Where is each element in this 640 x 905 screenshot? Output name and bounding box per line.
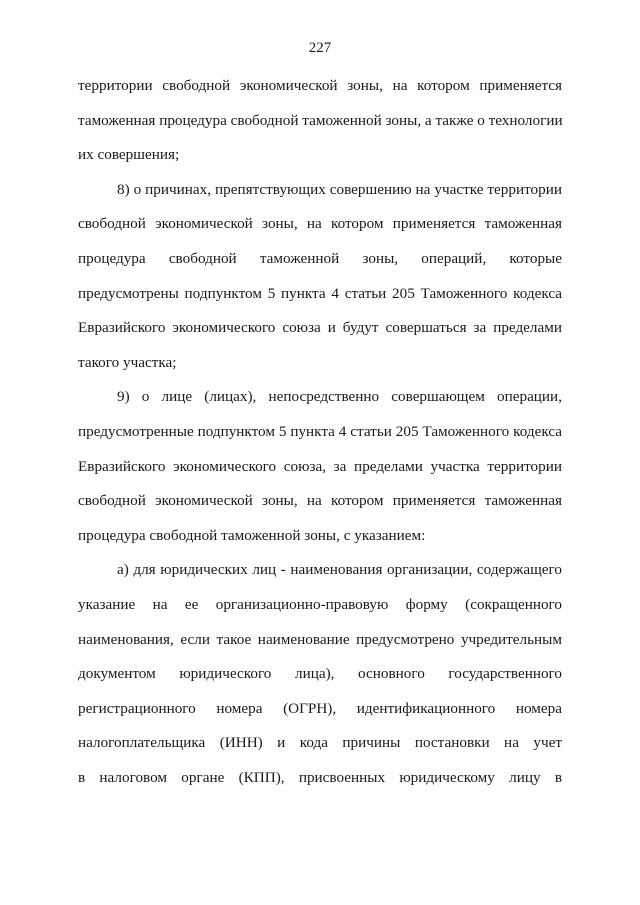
text-line: наименования, если такое наименование предусмотрено учредительным (78, 630, 562, 648)
text-line: процедура свободной таможенной зоны, операций, которые (78, 249, 562, 267)
text-line: свободной экономической зоны, на котором применяется таможенная (78, 492, 562, 510)
text-line: в налоговом органе (КПП), присвоенных юридическому лицу в (78, 768, 562, 786)
text-line: такого участка; (78, 353, 177, 371)
text-line: документом юридического лица), основного государственного (78, 665, 562, 683)
text-line: налогоплательщика (ИНН) и кода причины постановки на учет (78, 734, 562, 752)
text-line: их совершения; (78, 146, 180, 164)
text-line: таможенная процедура свободной таможенной зоны, а также о технологии (78, 111, 563, 129)
text-line: процедура свободной таможенной зоны, с указанием: (78, 526, 426, 544)
text-line: Евразийского экономического союза и будут совершаться за пределами (78, 319, 562, 337)
text-line: а) для юридических лиц - наименования организации, содержащего (117, 561, 562, 579)
text-line: предусмотрены подпунктом 5 пункта 4 статьи 205 Таможенного кодекса (78, 284, 562, 302)
page-number: 227 (308, 40, 332, 56)
text-line: свободной экономической зоны, на котором применяется таможенная (78, 215, 562, 233)
text-line: территории свободной экономической зоны, на котором применяется (78, 77, 562, 94)
text-line: регистрационного номера (ОГРН), идентификационного номера (78, 699, 562, 717)
text-line: указание на ее организационно-правовую форму (сокращенного (78, 595, 562, 613)
text-line: Евразийского экономического союза, за пределами участка территории (78, 457, 562, 475)
body-text (78, 76, 562, 802)
text-line: 9) о лице (лицах), непосредственно совершающем операции, (117, 388, 562, 406)
text-line: предусмотренные подпунктом 5 пункта 4 статьи 205 Таможенного кодекса (78, 422, 562, 440)
text-line: 8) о причинах, препятствующих совершению на участке территории (117, 180, 562, 198)
